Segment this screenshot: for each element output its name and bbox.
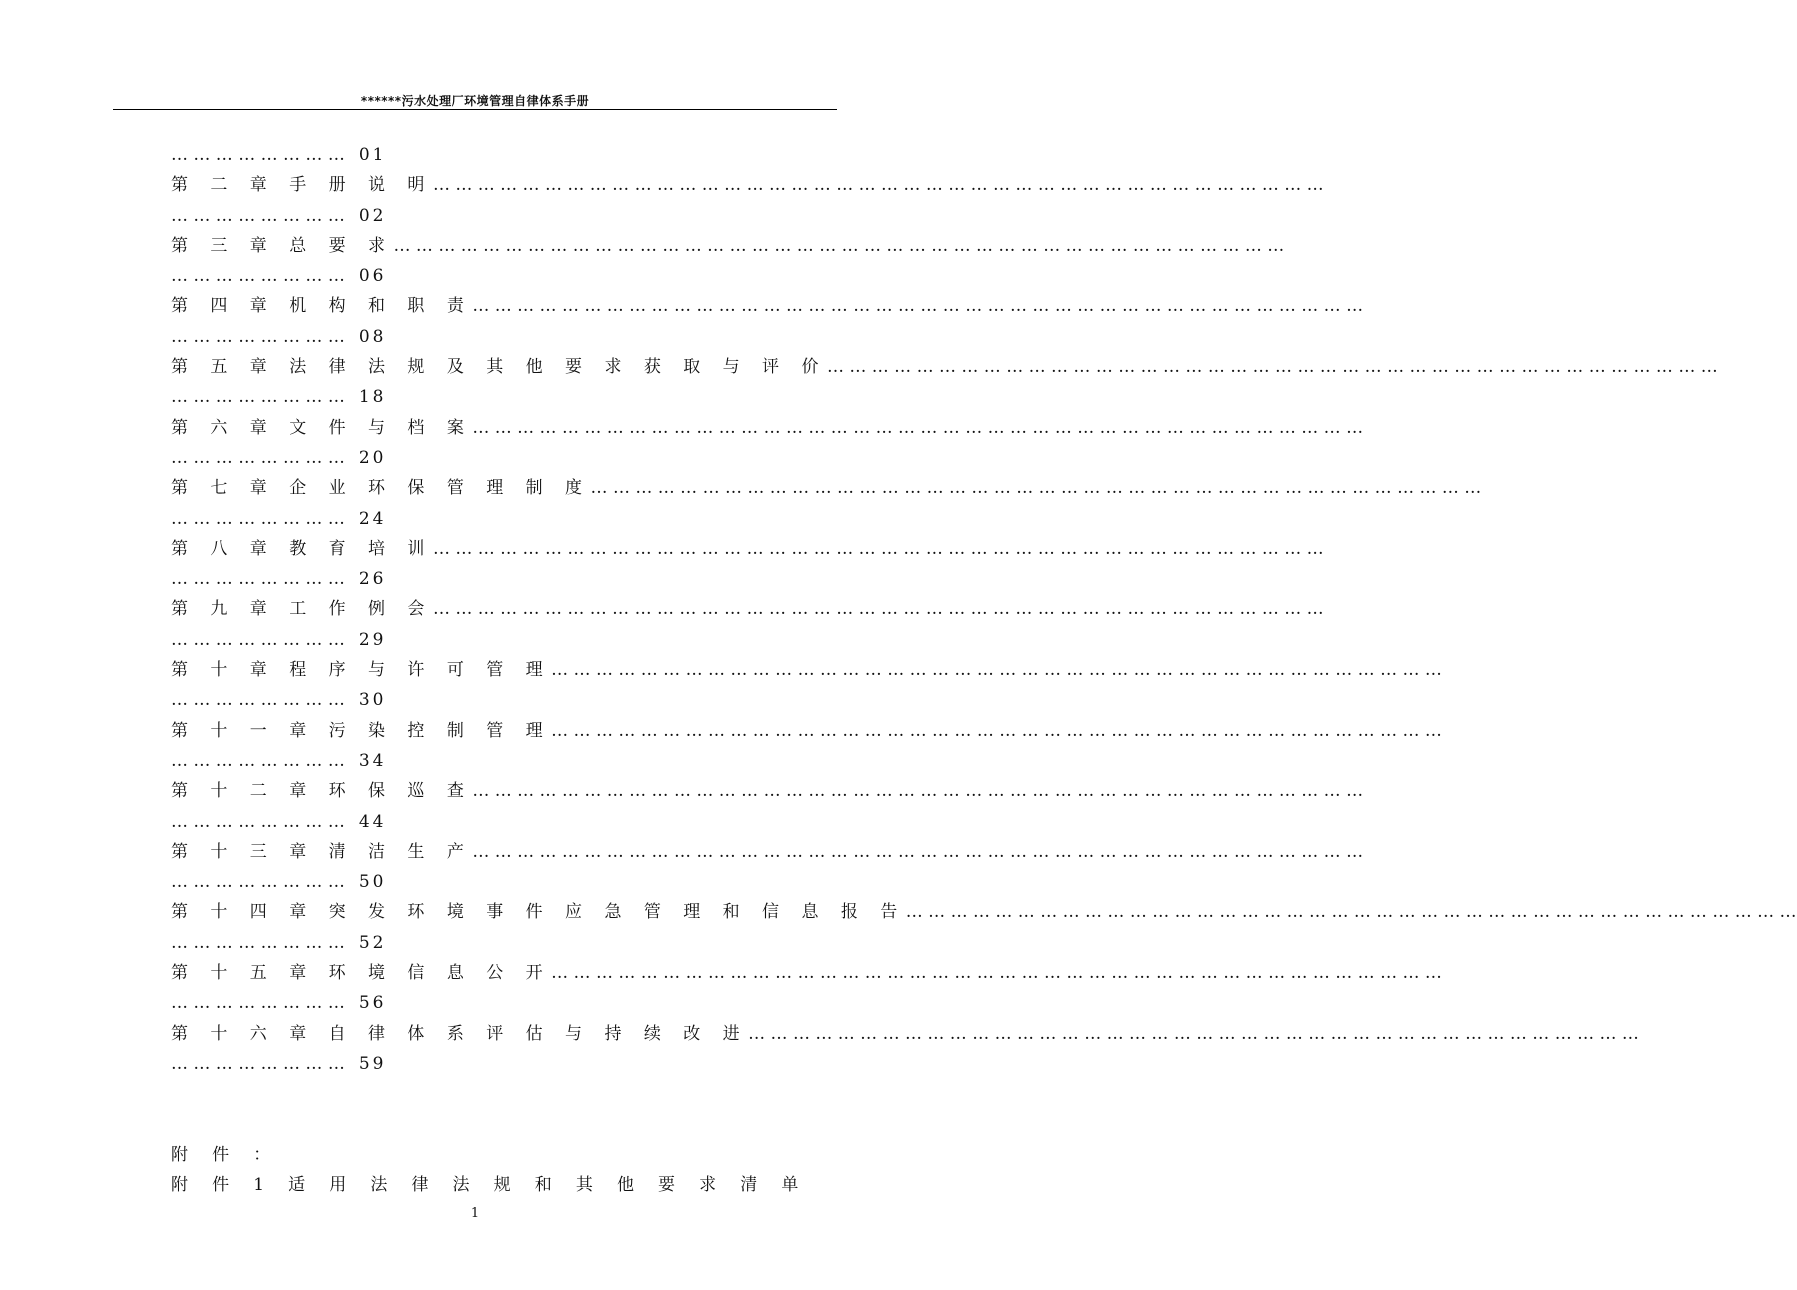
toc-page-number: 06 [358, 266, 387, 287]
toc-page-number: 20 [358, 447, 387, 468]
toc-entry-title[interactable] [171, 958, 1442, 988]
toc-entry-page-line[interactable] [171, 625, 821, 655]
table-of-contents [171, 140, 1797, 1079]
toc-entry-page-line[interactable] [171, 504, 821, 534]
toc-leader-dots: … … … … … … … … … … … … … … … … … … … … … … … … … … … … … … … … … … … … … … … … [472, 417, 1364, 438]
toc-leader-dots: … … … … … … … … [171, 690, 345, 711]
toc-leader-dots: … … … … … … … … [171, 993, 345, 1014]
header-rule [113, 109, 837, 110]
toc-leader-dots: … … … … … … … … [171, 266, 345, 287]
toc-entry-label: 第 十 六 章 自 律 体 系 评 估 与 持 续 改 进 [171, 1023, 749, 1044]
toc-leader-dots: … … … … … … … … … … … … … … … … … … … … … … … … … … … … … … … … … … … … … … … … [432, 599, 1324, 620]
toc-leader-dots: … … … … … … … … [171, 326, 345, 347]
attachments-section [171, 1140, 821, 1201]
toc-entry-label: 第 三 章 总 要 求 [171, 235, 394, 256]
toc-leader-dots: … … … … … … … … [171, 872, 345, 893]
toc-entry-label: 第 八 章 教 育 培 训 [171, 538, 433, 559]
toc-entry-page-line[interactable] [171, 1049, 821, 1079]
toc-entry-label: 第 十 章 程 序 与 许 可 管 理 [171, 660, 552, 681]
toc-entry-page-line[interactable] [171, 322, 821, 352]
toc-page-number: 18 [358, 387, 387, 408]
toc-entry-title[interactable] [171, 352, 1718, 382]
toc-entry-label: 第 九 章 工 作 例 会 [171, 599, 433, 620]
toc-leader-dots: … … … … … … … … … … … … … … … … … … … … … … … … … … … … … … … … … … … … … … … … [432, 175, 1324, 196]
toc-leader-dots: … … … … … … … … … … … … … … … … … … … … … … … … … … … … … … … … … … … … … … … … [472, 841, 1364, 862]
toc-leader-dots: … … … … … … … … … … … … … … … … … … … … … … … … … … … … … … … … … … … … … … … … [551, 660, 1442, 681]
toc-entry-label: 第 二 章 手 册 说 明 [171, 175, 433, 196]
toc-leader-dots: … … … … … … … … … … … … … … … … … … … … … … … … … … … … … … … … … … … … … … … … [590, 478, 1482, 499]
toc-leader-dots: … … … … … … … … … … … … … … … … … … … … … … … … … … … … … … … … … … … … … … … … [551, 720, 1442, 741]
toc-entry-label: 第 十 三 章 清 洁 生 产 [171, 841, 473, 862]
page-number: 1 [470, 1206, 480, 1221]
toc-page-number: 26 [358, 569, 387, 590]
toc-entry-title[interactable] [171, 716, 1442, 746]
toc-page-number: 56 [358, 993, 387, 1014]
toc-leader-dots: … … … … … … … … … … … … … … … … … … … … … … … … … … … … … … … … … … … … … … … … [393, 235, 1285, 256]
toc-entry-page-line[interactable] [171, 261, 821, 291]
toc-entry-title[interactable] [171, 594, 1324, 624]
toc-entry-title[interactable] [171, 291, 1364, 321]
toc-entry-label: 第 十 一 章 污 染 控 制 管 理 [171, 720, 552, 741]
toc-entry-label: 第 六 章 文 件 与 档 案 [171, 417, 473, 438]
toc-leader-dots: … … … … … … … … [171, 629, 345, 650]
toc-entry-page-line[interactable] [171, 746, 821, 776]
toc-page-number: 44 [358, 811, 387, 832]
toc-entry-page-line[interactable] [171, 443, 821, 473]
attachment-item: 附 件 1 适 用 法 律 法 规 和 其 他 要 求 清 单 [171, 1175, 808, 1196]
toc-entry-page-line[interactable] [171, 201, 821, 231]
toc-leader-dots: … … … … … … … … … … … … … … … … … … … … … … … … … … … … … … … … … … … … … … … … [551, 963, 1442, 984]
toc-entry-title[interactable] [171, 473, 1482, 503]
toc-page-number: 01 [358, 145, 387, 165]
toc-entry-label: 第 十 五 章 环 境 信 息 公 开 [171, 963, 552, 984]
toc-entry-page-line[interactable] [171, 988, 821, 1018]
toc-page-number: 52 [358, 932, 387, 953]
toc-leader-dots: … … … … … … … … [171, 569, 345, 590]
toc-entry-page-line[interactable] [171, 564, 821, 594]
toc-entry-label: 第 十 二 章 环 保 巡 查 [171, 781, 473, 802]
toc-leader-dots: … … … … … … … … … … … … … … … … … … … … … … … … … … … … … … … … … … … … … … … … [826, 357, 1718, 378]
running-header: ******污水处理厂环境管理自律体系手册 [360, 94, 590, 108]
toc-leader-dots: … … … … … … … … [171, 508, 345, 529]
toc-entry-page-line[interactable] [171, 382, 821, 412]
toc-page-number: 50 [358, 872, 387, 893]
toc-page-number: 34 [358, 750, 387, 771]
toc-leader-dots: … … … … … … … … [171, 447, 345, 468]
toc-leader-dots: … … … … … … … … [171, 387, 345, 408]
toc-leader-dots: … … … … … … … … [171, 811, 345, 832]
toc-entry-page-line[interactable] [171, 140, 821, 170]
toc-entry-title[interactable] [171, 655, 1442, 685]
toc-page-number: 30 [358, 690, 387, 711]
toc-leader-dots: … … … … … … … … … … … … … … … … … … … … … … … … … … … … … … … … … … … … … … … … [432, 538, 1324, 559]
toc-page-number: 24 [358, 508, 387, 529]
toc-leader-dots: … … … … … … … … … … … … … … … … … … … … … … … … … … … … … … … … … … … … … … … … [472, 296, 1364, 317]
toc-entry-title[interactable] [171, 231, 1285, 261]
toc-leader-dots: … … … … … … … … [171, 1053, 345, 1074]
toc-page-number: 59 [358, 1053, 387, 1074]
toc-leader-dots: … … … … … … … … … … … … … … … … … … … … … … … … … … … … … … … … … … … … … … … … [748, 1023, 1639, 1044]
toc-leader-dots: … … … … … … … … [171, 145, 345, 165]
toc-entry-title[interactable] [171, 897, 1797, 927]
toc-entry-title[interactable] [171, 837, 1364, 867]
toc-leader-dots: … … … … … … … … … … … … … … … … … … … … … … … … … … … … … … … … … … … … … … … … [905, 902, 1797, 923]
toc-entry-page-line[interactable] [171, 807, 821, 837]
attachments-heading: 附 件 ： [171, 1145, 280, 1165]
toc-entry-page-line[interactable] [171, 867, 821, 897]
toc-entry-title[interactable] [171, 776, 1364, 806]
toc-entry-title[interactable] [171, 170, 1324, 200]
toc-entry-page-line[interactable] [171, 685, 821, 715]
toc-entry-label: 第 十 四 章 突 发 环 境 事 件 应 急 管 理 和 信 息 报 告 [171, 902, 906, 923]
toc-page-number: 02 [358, 205, 387, 226]
toc-entry-label: 第 五 章 法 律 法 规 及 其 他 要 求 获 取 与 评 价 [171, 357, 827, 378]
toc-page-number: 08 [358, 326, 387, 347]
toc-entry-title[interactable] [171, 534, 1324, 564]
toc-leader-dots: … … … … … … … … … … … … … … … … … … … … … … … … … … … … … … … … … … … … … … … … [472, 781, 1364, 802]
toc-entry-page-line[interactable] [171, 928, 821, 958]
toc-leader-dots: … … … … … … … … [171, 750, 345, 771]
toc-entry-title[interactable] [171, 413, 1364, 443]
toc-leader-dots: … … … … … … … … [171, 205, 345, 226]
toc-page-number: 29 [358, 629, 387, 650]
toc-leader-dots: … … … … … … … … [171, 932, 345, 953]
toc-entry-label: 第 七 章 企 业 环 保 管 理 制 度 [171, 478, 591, 499]
toc-entry-title[interactable] [171, 1019, 1639, 1049]
toc-entry-label: 第 四 章 机 构 和 职 责 [171, 296, 473, 317]
